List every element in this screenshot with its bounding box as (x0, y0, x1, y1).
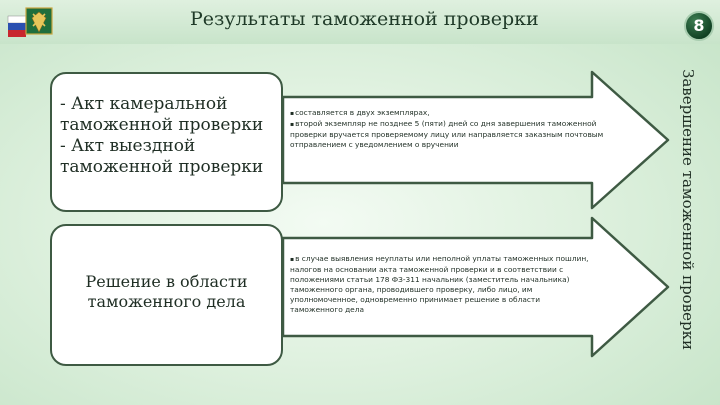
side-label: Завершение таможенной проверки (679, 69, 697, 351)
decision-text (52, 272, 281, 312)
acts-line: - Акт камеральной (60, 94, 228, 114)
decision-line: Решение в области (85, 272, 248, 291)
acts-line: - Акт выездной (60, 136, 196, 156)
acts-line: таможенной проверки (60, 157, 264, 177)
acts-box (50, 72, 283, 212)
page-number-badge: 8 (684, 11, 714, 41)
decision-details (290, 254, 590, 315)
decision-box (50, 224, 283, 366)
acts-detail-item: ▪ второй экземпляр не позднее 5 (пяти) дней со дня завершения таможенной проверки вручается проверяемому лицу или направляется заказным почтовым отправлением с уведомлением о вручении (290, 119, 605, 150)
decision-detail-item: ▪ в случае выявления неуплаты или неполной уплаты таможенных пошлин, налогов на основании акта таможенной проверки и в соответствии с положениями статьи 178 ФЗ-311 начальник (заместитель начальника) таможенного органа, проводившего проверку, либо лицо, им уполномоченное, одновременно принимает решение в области таможенного дела (290, 254, 590, 315)
acts-detail-item: ▪ составляется в двух экземплярах, (290, 108, 605, 119)
acts-details (290, 108, 605, 150)
page-title: Результаты таможенной проверки (190, 8, 539, 30)
decision-line: таможенного дела (87, 292, 246, 311)
acts-line: таможенной проверки (60, 115, 264, 135)
